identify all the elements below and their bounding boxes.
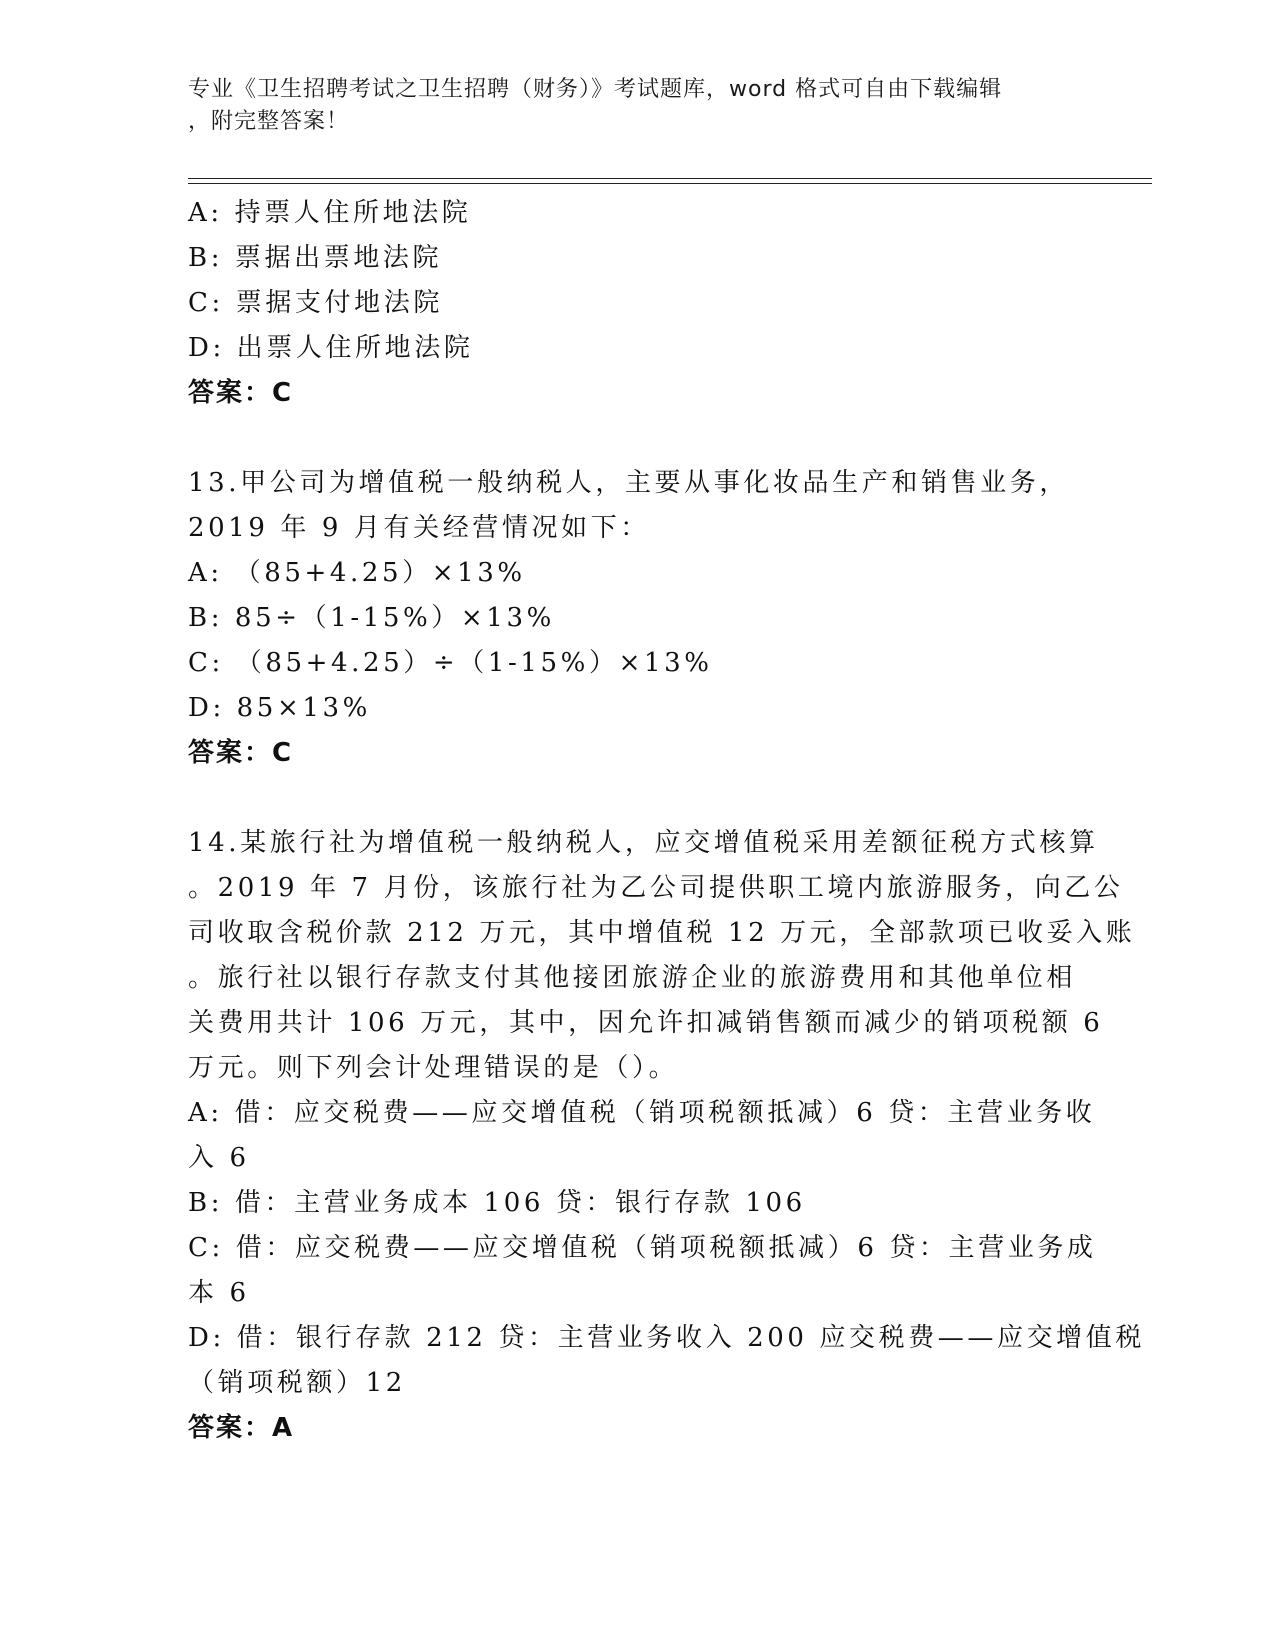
option-b: B: 借：主营业务成本 106 贷：银行存款 106 bbox=[188, 1188, 806, 1218]
option-b: B: 85÷（1-15%）×13% bbox=[188, 603, 555, 633]
question-stem: 14.某旅行社为增值税一般纳税人，应交增值税采用差额征税方式核算 bbox=[188, 828, 1099, 858]
option-d: D: 85×13% bbox=[188, 693, 371, 723]
spacer bbox=[188, 416, 1088, 461]
option-b: B: 票据出票地法院 bbox=[188, 243, 443, 273]
option-a-continued: 入 6 bbox=[188, 1143, 250, 1173]
question-stem: 。2019 年 7 月份，该旅行社为乙公司提供职工境内旅游服务，向乙公 bbox=[188, 873, 1124, 903]
header-line: 专业《卫生招聘考试之卫生招聘（财务）》考试题库，word 格式可自由下载编辑 bbox=[188, 77, 1003, 102]
question-stem: 。旅行社以银行存款支付其他接团旅游企业的旅游费用和其他单位相 bbox=[188, 963, 1077, 993]
question-stem: 13.甲公司为增值税一般纳税人，主要从事化妆品生产和销售业务， bbox=[188, 468, 1069, 498]
answer-label: 答案：C bbox=[188, 738, 294, 768]
document-body bbox=[188, 191, 1145, 1451]
option-d-continued: （销项税额）12 bbox=[188, 1368, 406, 1398]
question-stem: 万元。则下列会计处理错误的是（）。 bbox=[188, 1053, 679, 1083]
question-12-block bbox=[188, 191, 1088, 416]
option-c: C: （85+4.25）÷（1-15%）×13% bbox=[188, 648, 713, 678]
question-stem: 司收取含税价款 212 万元，其中增值税 12 万元，全部款项已收妥入账 bbox=[188, 918, 1136, 948]
header-line: ，附完整答案！ bbox=[188, 109, 350, 134]
question-14-block bbox=[188, 821, 1145, 1451]
option-d: D: 出票人住所地法院 bbox=[188, 333, 474, 363]
spacer bbox=[188, 776, 1088, 821]
answer-label: 答案：C bbox=[188, 378, 294, 408]
option-c-continued: 本 6 bbox=[188, 1278, 250, 1308]
answer-label: 答案：A bbox=[188, 1413, 295, 1443]
option-d: D: 借：银行存款 212 贷：主营业务收入 200 应交税费——应交增值税 bbox=[188, 1323, 1145, 1353]
header-divider bbox=[188, 183, 1152, 184]
question-stem: 2019 年 9 月有关经营情况如下： bbox=[188, 513, 650, 543]
document-header bbox=[188, 74, 1068, 138]
header-divider bbox=[188, 178, 1152, 179]
option-a: A: 借：应交税费——应交增值税（销项税额抵减）6 贷：主营业务收 bbox=[188, 1098, 1096, 1128]
question-13-block bbox=[188, 461, 1088, 776]
option-a: A: （85+4.25）×13% bbox=[188, 558, 526, 588]
option-a: A: 持票人住所地法院 bbox=[188, 198, 472, 228]
option-c: C: 借：应交税费——应交增值税（销项税额抵减）6 贷：主营业务成 bbox=[188, 1233, 1097, 1263]
option-c: C: 票据支付地法院 bbox=[188, 288, 443, 318]
question-stem: 关费用共计 106 万元，其中，因允许扣减销售额而减少的销项税额 6 bbox=[188, 1008, 1104, 1038]
